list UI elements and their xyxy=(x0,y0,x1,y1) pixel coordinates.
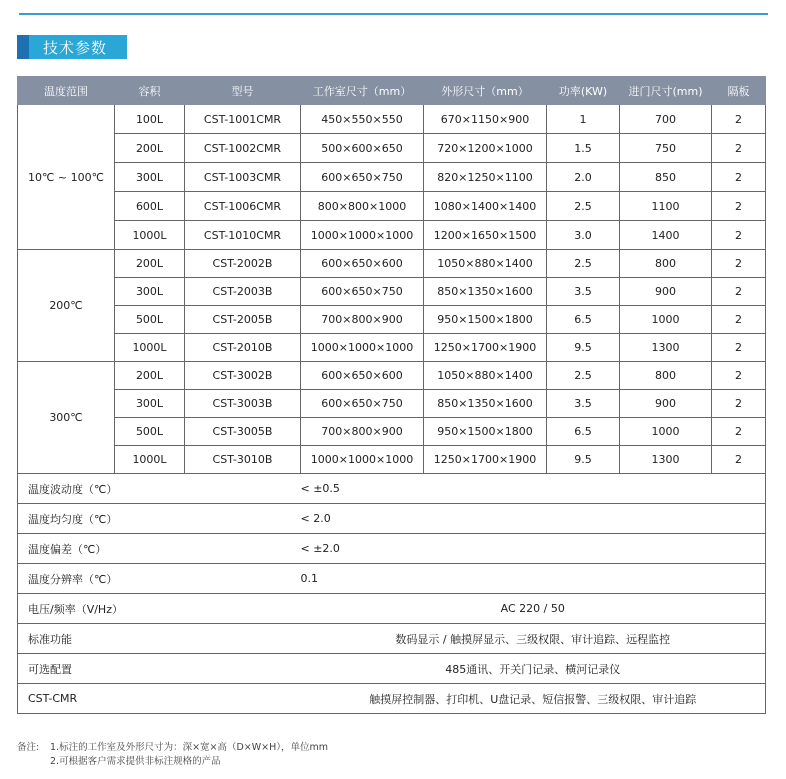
cell-power: 2.0 xyxy=(547,163,620,192)
cell-model: CST-1003CMR xyxy=(185,163,301,192)
cell-volume: 1000L xyxy=(115,334,185,362)
header-temp-range: 温度范围 xyxy=(18,77,115,105)
cell-power: 6.5 xyxy=(547,418,620,446)
cell-outer-size: 950×1500×1800 xyxy=(424,418,547,446)
table-row xyxy=(18,105,766,134)
cell-shelves: 2 xyxy=(712,418,766,446)
cell-shelves: 2 xyxy=(712,163,766,192)
cell-chamber-size: 500×600×650 xyxy=(301,134,424,163)
header-model: 型号 xyxy=(185,77,301,105)
cell-door-size: 800 xyxy=(620,362,712,390)
cell-volume: 300L xyxy=(115,163,185,192)
cell-model: CST-3002B xyxy=(185,362,301,390)
title-accent-bar xyxy=(17,35,29,59)
cell-chamber-size: 700×800×900 xyxy=(301,418,424,446)
cell-volume: 200L xyxy=(115,362,185,390)
cell-chamber-size: 600×650×600 xyxy=(301,362,424,390)
cell-chamber-size: 1000×1000×1000 xyxy=(301,446,424,474)
cell-chamber-size: 700×800×900 xyxy=(301,306,424,334)
feature-value: 485通讯、开关门记录、横河记录仪 xyxy=(301,654,766,684)
header-chamber-size: 工作室尺寸（mm） xyxy=(301,77,424,105)
feature-label: 温度波动度（℃） xyxy=(18,474,301,504)
cell-power: 2.5 xyxy=(547,192,620,221)
cell-door-size: 1300 xyxy=(620,334,712,362)
cell-shelves: 2 xyxy=(712,105,766,134)
cell-model: CST-2003B xyxy=(185,278,301,306)
header-volume: 容积 xyxy=(115,77,185,105)
note-line-1: 1.标注的工作室及外形尺寸为：深×宽×高（D×W×H），单位mm xyxy=(50,742,329,753)
cell-volume: 300L xyxy=(115,278,185,306)
feature-row xyxy=(18,654,766,684)
spec-table xyxy=(17,76,766,714)
table-row xyxy=(18,250,766,278)
cell-shelves: 2 xyxy=(712,192,766,221)
top-divider xyxy=(19,13,768,15)
cell-volume: 200L xyxy=(115,250,185,278)
feature-row xyxy=(18,624,766,654)
cell-chamber-size: 600×650×750 xyxy=(301,390,424,418)
feature-value: 0.1 xyxy=(301,564,766,594)
feature-row xyxy=(18,564,766,594)
cell-shelves: 2 xyxy=(712,390,766,418)
cell-volume: 1000L xyxy=(115,221,185,250)
cell-door-size: 1000 xyxy=(620,306,712,334)
cell-shelves: 2 xyxy=(712,334,766,362)
cell-volume: 300L xyxy=(115,390,185,418)
table-header-row xyxy=(18,77,766,105)
table-row xyxy=(18,446,766,474)
feature-label: 温度分辨率（℃） xyxy=(18,564,301,594)
header-door-size: 进门尺寸(mm) xyxy=(620,77,712,105)
cell-shelves: 2 xyxy=(712,134,766,163)
table-row xyxy=(18,221,766,250)
cell-shelves: 2 xyxy=(712,221,766,250)
section-title-label: 技术参数 xyxy=(43,38,108,57)
cell-volume: 600L xyxy=(115,192,185,221)
cell-chamber-size: 600×650×600 xyxy=(301,250,424,278)
section-title xyxy=(17,35,127,59)
table-row xyxy=(18,390,766,418)
cell-power: 3.5 xyxy=(547,278,620,306)
cell-power: 3.5 xyxy=(547,390,620,418)
cell-power: 9.5 xyxy=(547,446,620,474)
table-row xyxy=(18,163,766,192)
cell-volume: 100L xyxy=(115,105,185,134)
cell-shelves: 2 xyxy=(712,446,766,474)
feature-label: 温度均匀度（℃） xyxy=(18,504,301,534)
feature-label: 可选配置 xyxy=(18,654,301,684)
cell-volume: 200L xyxy=(115,134,185,163)
table-row xyxy=(18,362,766,390)
cell-shelves: 2 xyxy=(712,278,766,306)
note-line-2: 2.可根据客户需求提供非标注规格的产品 xyxy=(50,756,221,767)
feature-value: AC 220 / 50 xyxy=(301,594,766,624)
feature-label: CST-CMR xyxy=(18,684,301,714)
cell-model: CST-1006CMR xyxy=(185,192,301,221)
feature-value: 数码显示 / 触摸屏显示、三级权限、审计追踪、远程监控 xyxy=(301,624,766,654)
cell-outer-size: 1080×1400×1400 xyxy=(424,192,547,221)
cell-model: CST-3005B xyxy=(185,418,301,446)
cell-shelves: 2 xyxy=(712,250,766,278)
table-row xyxy=(18,192,766,221)
cell-outer-size: 1050×880×1400 xyxy=(424,362,547,390)
feature-row xyxy=(18,594,766,624)
cell-power: 9.5 xyxy=(547,334,620,362)
cell-outer-size: 850×1350×1600 xyxy=(424,278,547,306)
cell-model: CST-3003B xyxy=(185,390,301,418)
feature-row xyxy=(18,504,766,534)
table-row xyxy=(18,278,766,306)
cell-door-size: 1100 xyxy=(620,192,712,221)
cell-model: CST-3010B xyxy=(185,446,301,474)
cell-door-size: 900 xyxy=(620,278,712,306)
notes-prefix: 备注: xyxy=(17,742,40,753)
cell-outer-size: 1250×1700×1900 xyxy=(424,446,547,474)
cell-outer-size: 820×1250×1100 xyxy=(424,163,547,192)
cell-model: CST-1002CMR xyxy=(185,134,301,163)
cell-temp-range: 200℃ xyxy=(18,250,115,362)
cell-model: CST-2010B xyxy=(185,334,301,362)
cell-chamber-size: 1000×1000×1000 xyxy=(301,221,424,250)
feature-value: < ±0.5 xyxy=(301,474,766,504)
cell-door-size: 1300 xyxy=(620,446,712,474)
cell-shelves: 2 xyxy=(712,362,766,390)
cell-power: 2.5 xyxy=(547,250,620,278)
cell-volume: 500L xyxy=(115,306,185,334)
feature-value: < ±2.0 xyxy=(301,534,766,564)
cell-outer-size: 850×1350×1600 xyxy=(424,390,547,418)
cell-outer-size: 1050×880×1400 xyxy=(424,250,547,278)
feature-row xyxy=(18,684,766,714)
cell-outer-size: 670×1150×900 xyxy=(424,105,547,134)
feature-row xyxy=(18,534,766,564)
cell-temp-range: 10℃ ~ 100℃ xyxy=(18,105,115,250)
cell-door-size: 900 xyxy=(620,390,712,418)
cell-outer-size: 720×1200×1000 xyxy=(424,134,547,163)
cell-door-size: 1000 xyxy=(620,418,712,446)
cell-volume: 1000L xyxy=(115,446,185,474)
cell-chamber-size: 1000×1000×1000 xyxy=(301,334,424,362)
feature-value: 触摸屏控制器、打印机、U盘记录、短信报警、三级权限、审计追踪 xyxy=(301,684,766,714)
cell-model: CST-1001CMR xyxy=(185,105,301,134)
cell-power: 2.5 xyxy=(547,362,620,390)
cell-outer-size: 1250×1700×1900 xyxy=(424,334,547,362)
cell-outer-size: 1200×1650×1500 xyxy=(424,221,547,250)
cell-door-size: 850 xyxy=(620,163,712,192)
cell-chamber-size: 600×650×750 xyxy=(301,163,424,192)
cell-door-size: 750 xyxy=(620,134,712,163)
header-outer-size: 外形尺寸（mm） xyxy=(424,77,547,105)
cell-power: 3.0 xyxy=(547,221,620,250)
cell-model: CST-1010CMR xyxy=(185,221,301,250)
cell-model: CST-2005B xyxy=(185,306,301,334)
feature-label: 标准功能 xyxy=(18,624,301,654)
cell-door-size: 1400 xyxy=(620,221,712,250)
header-shelves: 隔板 xyxy=(712,77,766,105)
cell-chamber-size: 600×650×750 xyxy=(301,278,424,306)
cell-outer-size: 950×1500×1800 xyxy=(424,306,547,334)
notes xyxy=(17,741,328,769)
feature-value: < 2.0 xyxy=(301,504,766,534)
table-row xyxy=(18,134,766,163)
feature-row xyxy=(18,474,766,504)
cell-shelves: 2 xyxy=(712,306,766,334)
cell-temp-range: 300℃ xyxy=(18,362,115,474)
table-row xyxy=(18,334,766,362)
table-row xyxy=(18,306,766,334)
cell-model: CST-2002B xyxy=(185,250,301,278)
cell-chamber-size: 450×550×550 xyxy=(301,105,424,134)
header-power: 功率(KW) xyxy=(547,77,620,105)
cell-door-size: 800 xyxy=(620,250,712,278)
cell-power: 6.5 xyxy=(547,306,620,334)
cell-volume: 500L xyxy=(115,418,185,446)
feature-label: 温度偏差（℃） xyxy=(18,534,301,564)
cell-door-size: 700 xyxy=(620,105,712,134)
cell-chamber-size: 800×800×1000 xyxy=(301,192,424,221)
cell-power: 1 xyxy=(547,105,620,134)
feature-label: 电压/频率（V/Hz） xyxy=(18,594,301,624)
cell-power: 1.5 xyxy=(547,134,620,163)
table-row xyxy=(18,418,766,446)
